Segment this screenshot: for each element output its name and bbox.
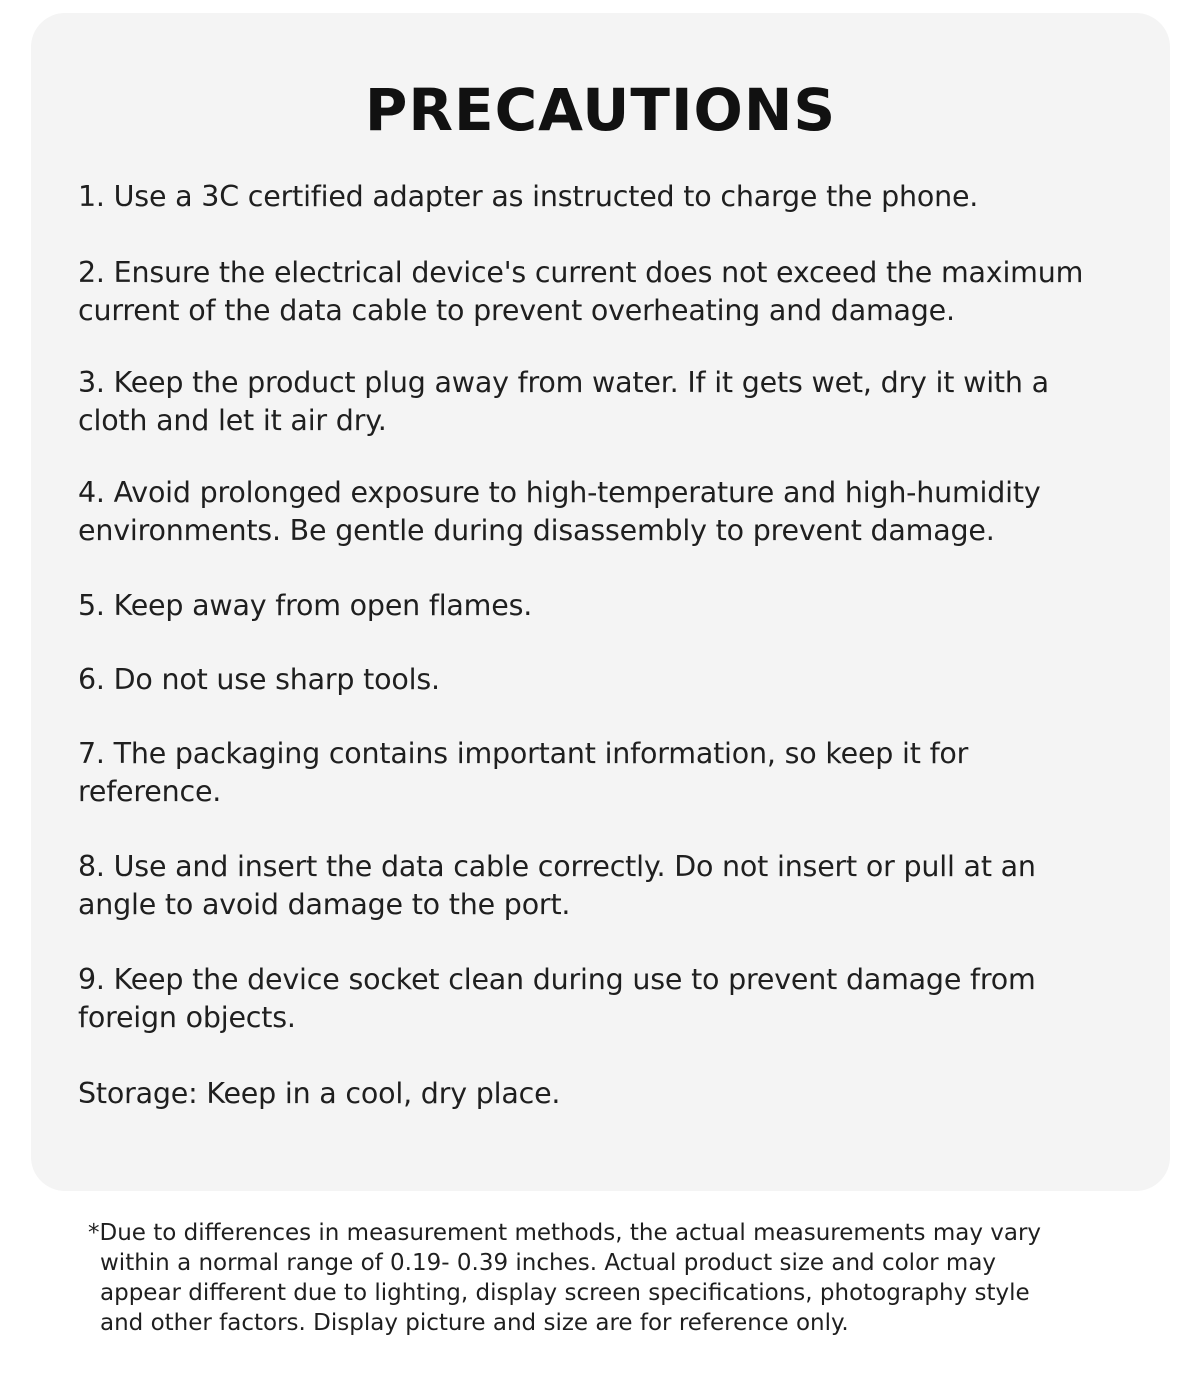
- item-line: cloth and let it air dry.: [78, 404, 387, 437]
- precaution-item-6: [78, 661, 1128, 699]
- item-line: reference.: [78, 775, 222, 808]
- storage-note: [78, 1075, 1128, 1113]
- footnote-line: *Due to differences in measurement methods, the actual measurements may vary: [88, 1220, 1042, 1246]
- precaution-item-5: [78, 587, 1128, 625]
- item-line: current of the data cable to prevent overheating and damage.: [78, 294, 955, 327]
- precaution-item-2: [78, 254, 1128, 330]
- precaution-item-9: [78, 961, 1128, 1037]
- precaution-item-7: [78, 735, 1128, 811]
- footnote-line: within a normal range of 0.19- 0.39 inches. Actual product size and color may: [100, 1250, 997, 1276]
- item-line: 2. Ensure the electrical device's current does not exceed the maximum: [78, 256, 1084, 289]
- precaution-item-8: [78, 848, 1128, 924]
- item-line: foreign objects.: [78, 1001, 296, 1034]
- precaution-item-4: [78, 474, 1128, 550]
- item-line: 4. Avoid prolonged exposure to high-temperature and high-humidity: [78, 476, 1041, 509]
- item-line: 6. Do not use sharp tools.: [78, 663, 440, 696]
- footnote-line: and other factors. Display picture and size are for reference only.: [100, 1310, 849, 1336]
- disclaimer-footnote: [88, 1218, 1128, 1338]
- item-line: 5. Keep away from open flames.: [78, 589, 533, 622]
- page-title: PRECAUTIONS: [364, 76, 837, 144]
- item-line: 3. Keep the product plug away from water. If it gets wet, dry it with a: [78, 366, 1049, 399]
- precaution-item-1: [78, 178, 1128, 216]
- item-line: Storage: Keep in a cool, dry place.: [78, 1077, 561, 1110]
- footnote-line: appear different due to lighting, display screen specifications, photography style: [100, 1280, 1030, 1306]
- item-line: 8. Use and insert the data cable correctly. Do not insert or pull at an: [78, 850, 1036, 883]
- item-line: 1. Use a 3C certified adapter as instructed to charge the phone.: [78, 180, 979, 213]
- item-line: angle to avoid damage to the port.: [78, 888, 571, 921]
- item-line: environments. Be gentle during disassembly to prevent damage.: [78, 514, 995, 547]
- precautions-card: [31, 13, 1170, 1191]
- item-line: 7. The packaging contains important information, so keep it for: [78, 737, 969, 770]
- precaution-item-3: [78, 364, 1128, 440]
- item-line: 9. Keep the device socket clean during use to prevent damage from: [78, 963, 1036, 996]
